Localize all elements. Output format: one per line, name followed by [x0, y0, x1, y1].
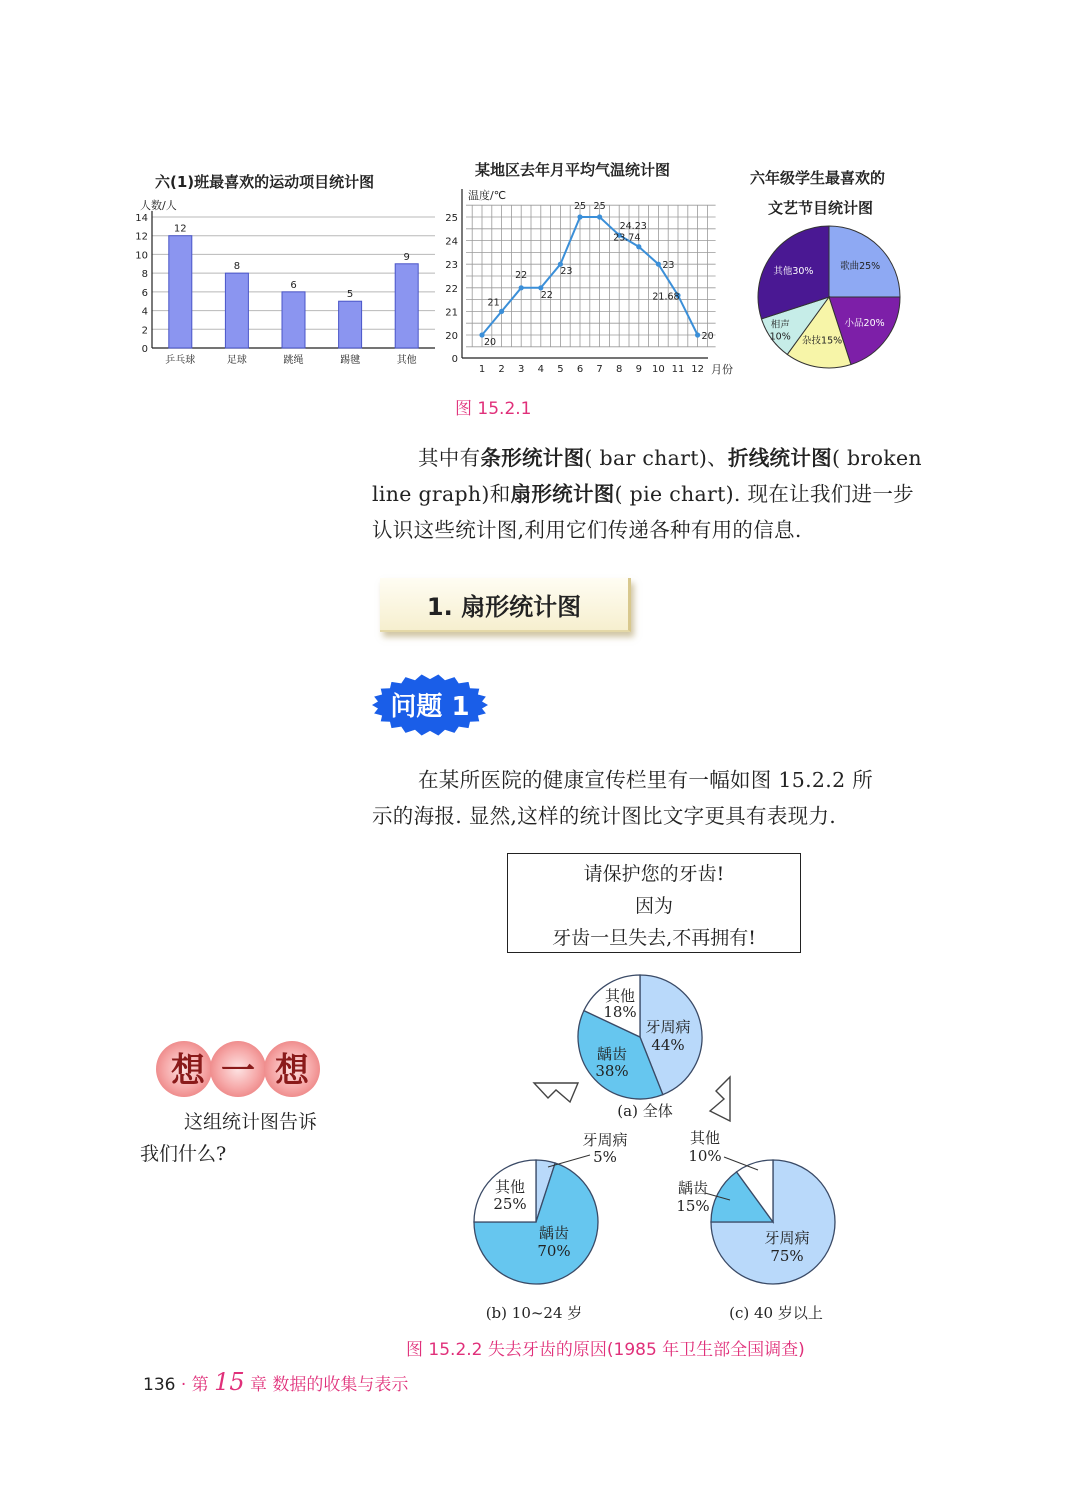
- poster-line-1: 请保护您的牙齿!: [583, 863, 725, 885]
- pie-chart-title-line1: 六年级学生最喜欢的: [750, 169, 886, 187]
- poster-line-3: 牙齿一旦失去,不再拥有!: [552, 927, 756, 949]
- bar-value-label: 12: [173, 223, 187, 235]
- temperature-label: 25: [593, 201, 606, 212]
- svg-text:18%: 18%: [603, 1003, 637, 1021]
- pie-slice-label: 10%: [769, 331, 791, 343]
- line-xtick-label: 5: [557, 364, 564, 375]
- bar-category-label: 足球: [226, 355, 247, 366]
- line-xtick-label: 4: [537, 364, 544, 375]
- temperature-point: [519, 285, 524, 290]
- svg-text:44%: 44%: [651, 1036, 685, 1054]
- line-xtick-label: 8: [616, 364, 623, 375]
- health-poster: [507, 853, 801, 953]
- c-caries-label: 龋齿: [677, 1179, 709, 1197]
- problem-badge-label: 问题 1: [390, 692, 470, 722]
- svg-text:5%: 5%: [593, 1148, 617, 1166]
- svg-text:70%: 70%: [537, 1242, 571, 1260]
- problem-paragraph: 在某所医院的健康宣传栏里有一幅如图 15.2.2 所 示的海报. 显然,这样的统计图比文字更具有表现力.: [372, 768, 874, 828]
- bar-value-label: 9: [403, 251, 410, 263]
- bar-category-label: 其他: [396, 355, 417, 366]
- line-ytick-label: 22: [445, 283, 458, 295]
- line-ytick-label: 21: [445, 307, 458, 319]
- temperature-point: [597, 214, 602, 219]
- b-perio-label: 牙周病: [582, 1131, 628, 1149]
- line-chart: [440, 183, 740, 378]
- bar-category-label: 乒乓球: [165, 355, 196, 366]
- term-pie-chart: 扇形统计图: [510, 482, 615, 506]
- bar-chart-title: 六(1)班最喜欢的运动项目统计图: [155, 173, 375, 191]
- bar-value-label: 5: [346, 289, 354, 301]
- a-caption: (a) 全体: [617, 1102, 673, 1120]
- line-ytick-label: 24: [445, 236, 458, 248]
- bar-ytick-label: 4: [141, 306, 148, 318]
- bar-chart: [130, 195, 440, 375]
- svg-text:75%: 75%: [770, 1247, 804, 1265]
- svg-text:15%: 15%: [676, 1197, 710, 1215]
- line-xtick-label: 3: [518, 364, 525, 375]
- a-other-label: 其他: [604, 987, 636, 1005]
- bar: [282, 292, 305, 348]
- pie-chart-title-line2: 文艺节目统计图: [768, 199, 874, 217]
- think-badge: [150, 1035, 320, 1105]
- line-xtick-label: 12: [691, 364, 704, 375]
- pie-slice-label: 相声: [770, 319, 790, 331]
- pie-chart: [750, 220, 910, 380]
- line-xtick-label: 7: [596, 364, 603, 375]
- bar: [395, 264, 418, 348]
- c-caption: (c) 40 岁以上: [729, 1304, 823, 1322]
- bar-chart-ylabel: 人数/人: [140, 199, 177, 212]
- pie-slice-label: 杂技15%: [802, 335, 843, 347]
- line-chart-xlabel: 月份: [711, 363, 733, 376]
- bar-value-label: 6: [290, 279, 297, 291]
- line-ytick-label: 25: [445, 213, 458, 224]
- temperature-label: 24.23: [619, 221, 647, 233]
- page-number: 136: [143, 1375, 176, 1395]
- section-heading: 1. 扇形统计图: [380, 578, 631, 632]
- svg-text:一: 一: [221, 1051, 255, 1091]
- bar: [339, 301, 362, 348]
- arrow-left-icon: [534, 1083, 578, 1102]
- page-footer: 136 · 第 15 章 数据的收集与表示: [143, 1368, 409, 1396]
- line-ytick-label: 0: [451, 354, 458, 365]
- temperature-label: 22: [515, 269, 528, 281]
- bar-value-label: 8: [233, 261, 241, 273]
- bar: [169, 236, 192, 348]
- line-xtick-label: 9: [635, 364, 642, 375]
- pie-slice-label: 其他30%: [773, 266, 814, 278]
- temperature-label: 20: [701, 331, 714, 342]
- line-xtick-label: 10: [652, 364, 665, 375]
- bar-category-label: 踢毽: [340, 355, 361, 366]
- temperature-point: [636, 244, 641, 249]
- bar-category-label: 跳绳: [283, 355, 304, 366]
- b-caries-label: 龋齿: [538, 1224, 570, 1242]
- line-ytick-label: 20: [445, 331, 458, 342]
- term-bar-chart: 条形统计图: [480, 446, 585, 470]
- b-other-label: 其他: [494, 1178, 526, 1196]
- line-chart-ylabel: 温度/℃: [468, 189, 507, 202]
- bar-ytick-label: 0: [141, 344, 148, 355]
- svg-text:10%: 10%: [688, 1147, 722, 1165]
- temperature-label: 21.68: [652, 291, 680, 303]
- c-perio-label: 牙周病: [764, 1229, 810, 1247]
- pie-slice-label: 歌曲25%: [840, 260, 881, 272]
- think-prompt: 这组统计图告诉 我们什么?: [140, 1111, 318, 1165]
- temperature-label: 23: [560, 266, 573, 278]
- teeth-loss-figure: [440, 965, 860, 1335]
- figure-caption-1: 图 15.2.1: [455, 399, 532, 419]
- svg-text:想: 想: [275, 1051, 309, 1091]
- intro-paragraph: 其中有条形统计图( bar chart)、折线统计图( broken line graph)和扇形统计图( pie chart). 现在让我们进一步 认识这些统计图,利用它们传递各种有用的信息.: [372, 446, 922, 542]
- line-xtick-label: 11: [671, 364, 685, 375]
- a-perio-label: 牙周病: [645, 1018, 691, 1036]
- temperature-label: 20: [483, 337, 497, 348]
- svg-text:25%: 25%: [493, 1195, 527, 1213]
- temperature-point: [656, 262, 661, 267]
- svg-text:想: 想: [171, 1051, 205, 1091]
- figure-caption-2: 图 15.2.2 失去牙齿的原因(1985 年卫生部全国调查): [406, 1340, 805, 1360]
- arrow-right-icon: [710, 1077, 730, 1121]
- line-xtick-label: 6: [576, 364, 584, 375]
- c-other-label: 其他: [689, 1129, 721, 1147]
- line-ytick-label: 23: [445, 260, 458, 272]
- bar-ytick-label: 8: [141, 269, 148, 281]
- temperature-point: [577, 214, 582, 219]
- bar: [225, 273, 248, 348]
- pie-slice-label: 小品20%: [844, 317, 885, 329]
- temperature-label: 21: [487, 297, 500, 309]
- chapter-title: 章 数据的收集与表示: [244, 1375, 409, 1395]
- svg-text:38%: 38%: [595, 1062, 629, 1080]
- temperature-label: 25: [573, 201, 587, 212]
- chapter-number: 15: [214, 1368, 245, 1396]
- temperature-label: 22: [540, 289, 553, 301]
- temperature-label: 23.74: [613, 232, 641, 244]
- line-xtick-label: 2: [498, 364, 505, 375]
- bar-ytick-label: 6: [141, 287, 148, 299]
- temperature-label: 23: [662, 260, 675, 272]
- line-chart-title: 某地区去年月平均气温统计图: [475, 161, 671, 179]
- bar-ytick-label: 10: [135, 250, 148, 262]
- line-xtick-label: 1: [478, 364, 486, 375]
- temperature-point: [695, 332, 700, 337]
- poster-line-2: 因为: [634, 895, 673, 917]
- bar-ytick-label: 14: [135, 213, 148, 224]
- bar-ytick-label: 2: [141, 325, 148, 337]
- term-line-chart: 折线统计图: [727, 446, 832, 470]
- bar-ytick-label: 12: [135, 231, 148, 243]
- b-caption: (b) 10~24 岁: [485, 1304, 583, 1322]
- temperature-point: [499, 309, 504, 314]
- problem-badge: [368, 671, 493, 739]
- a-caries-label: 龋齿: [596, 1045, 628, 1063]
